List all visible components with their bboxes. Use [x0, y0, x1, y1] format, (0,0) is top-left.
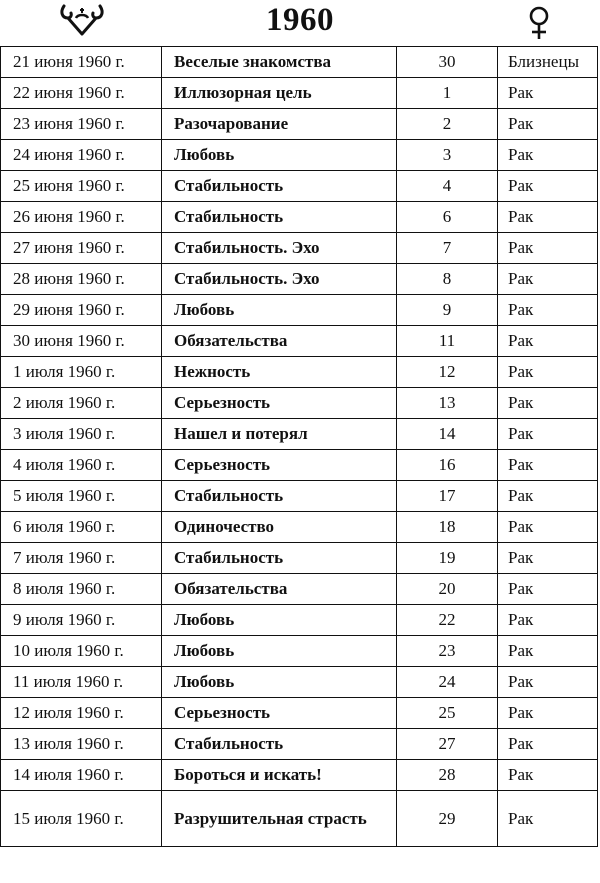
- table-row: [1, 760, 598, 791]
- theme-cell: Стабильность: [162, 481, 397, 512]
- table-row: [1, 512, 598, 543]
- date-cell: 14 июля 1960 г.: [1, 760, 162, 791]
- theme-cell: Нашел и потерял: [162, 419, 397, 450]
- number-cell: 18: [397, 512, 498, 543]
- page-title: 1960: [266, 2, 334, 38]
- theme-cell: Разрушительная страсть: [162, 791, 397, 847]
- table-row: [1, 357, 598, 388]
- date-cell: 23 июня 1960 г.: [1, 109, 162, 140]
- table-row: [1, 481, 598, 512]
- venus-icon: [526, 6, 552, 40]
- date-cell: 4 июля 1960 г.: [1, 450, 162, 481]
- sign-cell: Рак: [498, 760, 598, 791]
- sign-cell: Рак: [498, 233, 598, 264]
- calendar-table: [0, 46, 598, 847]
- date-cell: 11 июля 1960 г.: [1, 667, 162, 698]
- sign-cell: Рак: [498, 388, 598, 419]
- number-cell: 4: [397, 171, 498, 202]
- date-cell: 25 июня 1960 г.: [1, 171, 162, 202]
- table-row: [1, 667, 598, 698]
- theme-cell: Любовь: [162, 667, 397, 698]
- date-cell: 9 июля 1960 г.: [1, 605, 162, 636]
- number-cell: 13: [397, 388, 498, 419]
- table-row: [1, 202, 598, 233]
- theme-cell: Серьезность: [162, 698, 397, 729]
- theme-cell: Любовь: [162, 295, 397, 326]
- sign-cell: Рак: [498, 78, 598, 109]
- theme-cell: Обязательства: [162, 326, 397, 357]
- table-row: [1, 729, 598, 760]
- sign-cell: Рак: [498, 636, 598, 667]
- sign-cell: Рак: [498, 326, 598, 357]
- number-cell: 9: [397, 295, 498, 326]
- date-cell: 13 июля 1960 г.: [1, 729, 162, 760]
- theme-cell: Одиночество: [162, 512, 397, 543]
- number-cell: 3: [397, 140, 498, 171]
- sign-cell: Рак: [498, 729, 598, 760]
- number-cell: 19: [397, 543, 498, 574]
- date-cell: 7 июля 1960 г.: [1, 543, 162, 574]
- sign-cell: Близнецы: [498, 47, 598, 78]
- table-row: [1, 419, 598, 450]
- table-row: [1, 605, 598, 636]
- theme-cell: Любовь: [162, 605, 397, 636]
- date-cell: 6 июля 1960 г.: [1, 512, 162, 543]
- number-cell: 2: [397, 109, 498, 140]
- table-row: [1, 698, 598, 729]
- number-cell: 30: [397, 47, 498, 78]
- table-row: [1, 47, 598, 78]
- theme-cell: Стабильность: [162, 171, 397, 202]
- sign-cell: Рак: [498, 574, 598, 605]
- number-cell: 14: [397, 419, 498, 450]
- table-row: [1, 636, 598, 667]
- date-cell: 29 июня 1960 г.: [1, 295, 162, 326]
- number-cell: 23: [397, 636, 498, 667]
- date-cell: 27 июня 1960 г.: [1, 233, 162, 264]
- table-row: [1, 140, 598, 171]
- table-row: [1, 109, 598, 140]
- number-cell: 27: [397, 729, 498, 760]
- theme-cell: Бороться и искать!: [162, 760, 397, 791]
- sign-cell: Рак: [498, 202, 598, 233]
- sign-cell: Рак: [498, 140, 598, 171]
- date-cell: 1 июля 1960 г.: [1, 357, 162, 388]
- theme-cell: Любовь: [162, 140, 397, 171]
- number-cell: 7: [397, 233, 498, 264]
- table-row: [1, 388, 598, 419]
- number-cell: 29: [397, 791, 498, 847]
- theme-cell: Стабильность. Эхо: [162, 264, 397, 295]
- date-cell: 10 июля 1960 г.: [1, 636, 162, 667]
- sign-cell: Рак: [498, 357, 598, 388]
- date-cell: 2 июля 1960 г.: [1, 388, 162, 419]
- sign-cell: Рак: [498, 295, 598, 326]
- date-cell: 26 июня 1960 г.: [1, 202, 162, 233]
- theme-cell: Стабильность: [162, 202, 397, 233]
- page-header: [0, 0, 600, 46]
- number-cell: 20: [397, 574, 498, 605]
- table-row: [1, 264, 598, 295]
- number-cell: 6: [397, 202, 498, 233]
- date-cell: 28 июня 1960 г.: [1, 264, 162, 295]
- number-cell: 28: [397, 760, 498, 791]
- date-cell: 30 июня 1960 г.: [1, 326, 162, 357]
- sign-cell: Рак: [498, 605, 598, 636]
- sign-cell: Рак: [498, 512, 598, 543]
- theme-cell: Обязательства: [162, 574, 397, 605]
- theme-cell: Нежность: [162, 357, 397, 388]
- date-cell: 22 июня 1960 г.: [1, 78, 162, 109]
- theme-cell: Стабильность: [162, 543, 397, 574]
- table-row: [1, 326, 598, 357]
- number-cell: 8: [397, 264, 498, 295]
- table-row: [1, 78, 598, 109]
- number-cell: 16: [397, 450, 498, 481]
- number-cell: 22: [397, 605, 498, 636]
- table-row: [1, 791, 598, 847]
- table-row: [1, 295, 598, 326]
- theme-cell: Разочарование: [162, 109, 397, 140]
- sign-cell: Рак: [498, 667, 598, 698]
- number-cell: 25: [397, 698, 498, 729]
- sign-cell: Рак: [498, 698, 598, 729]
- number-cell: 24: [397, 667, 498, 698]
- date-cell: 15 июля 1960 г.: [1, 791, 162, 847]
- date-cell: 12 июля 1960 г.: [1, 698, 162, 729]
- table-row: [1, 574, 598, 605]
- date-cell: 21 июня 1960 г.: [1, 47, 162, 78]
- theme-cell: Веселые знакомства: [162, 47, 397, 78]
- sign-cell: Рак: [498, 171, 598, 202]
- theme-cell: Иллюзорная цель: [162, 78, 397, 109]
- theme-cell: Серьезность: [162, 388, 397, 419]
- sign-cell: Рак: [498, 450, 598, 481]
- theme-cell: Стабильность. Эхо: [162, 233, 397, 264]
- number-cell: 11: [397, 326, 498, 357]
- date-cell: 5 июля 1960 г.: [1, 481, 162, 512]
- date-cell: 3 июля 1960 г.: [1, 419, 162, 450]
- theme-cell: Серьезность: [162, 450, 397, 481]
- date-cell: 8 июля 1960 г.: [1, 574, 162, 605]
- table-row: [1, 450, 598, 481]
- sign-cell: Рак: [498, 109, 598, 140]
- sign-cell: Рак: [498, 264, 598, 295]
- table-row: [1, 233, 598, 264]
- number-cell: 17: [397, 481, 498, 512]
- number-cell: 12: [397, 357, 498, 388]
- number-cell: 1: [397, 78, 498, 109]
- sign-cell: Рак: [498, 481, 598, 512]
- date-cell: 24 июня 1960 г.: [1, 140, 162, 171]
- sign-cell: Рак: [498, 791, 598, 847]
- sign-cell: Рак: [498, 419, 598, 450]
- table-row: [1, 171, 598, 202]
- sign-cell: Рак: [498, 543, 598, 574]
- table-row: [1, 543, 598, 574]
- theme-cell: Стабильность: [162, 729, 397, 760]
- theme-cell: Любовь: [162, 636, 397, 667]
